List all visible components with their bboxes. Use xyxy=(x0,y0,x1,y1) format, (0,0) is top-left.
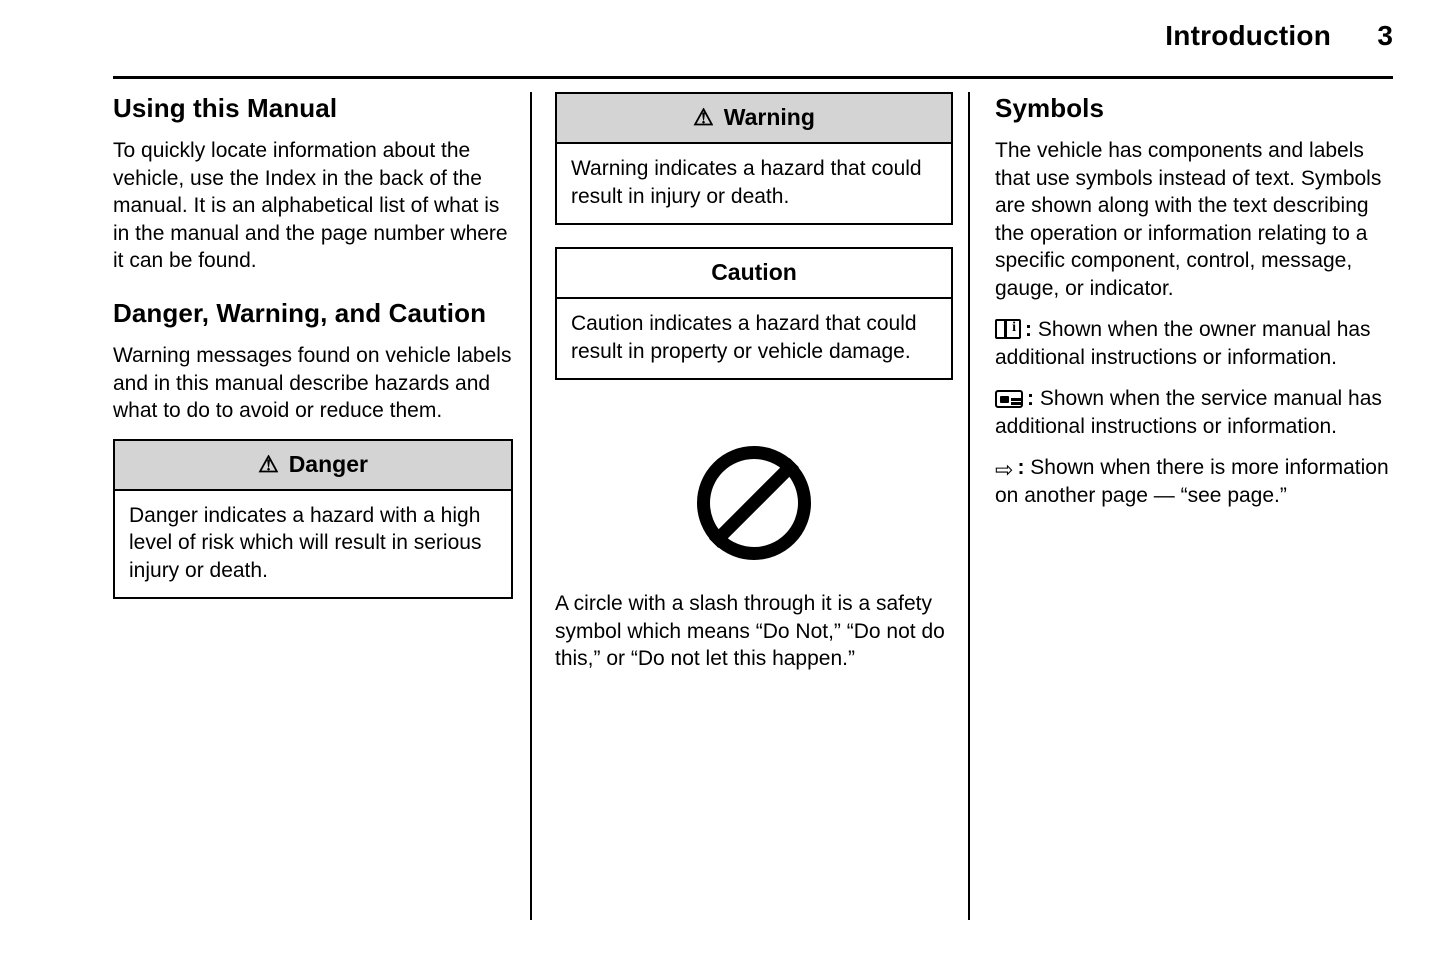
service-manual-icon xyxy=(995,390,1023,408)
caution-box-body: Caution indicates a hazard that could result in property or vehicle damage. xyxy=(571,312,917,363)
symbol-item-service-manual-text: Shown when the service manual has additional instructions or information. xyxy=(995,387,1382,438)
column-divider-2 xyxy=(968,92,970,920)
symbol-separator: : xyxy=(1027,387,1034,411)
prohibition-symbol-wrap xyxy=(555,446,953,560)
column-one xyxy=(113,92,513,621)
header-divider xyxy=(113,76,1393,79)
circle-with-slash-icon xyxy=(697,446,811,560)
heading-using-this-manual: Using this Manual xyxy=(113,93,338,123)
heading-danger-warning-caution: Danger, Warning, and Caution xyxy=(113,297,487,328)
symbol-item-see-page xyxy=(995,454,1393,509)
warning-triangle-icon: ⚠ xyxy=(258,450,279,477)
warning-box-header xyxy=(557,94,951,144)
page-header xyxy=(113,20,1393,72)
right-arrow-icon: ⇨ xyxy=(995,457,1014,483)
paragraph-warning-messages: Warning messages found on vehicle labels and in this manual describe hazards and what to do to avoid or reduce them. xyxy=(113,344,512,423)
column-three xyxy=(995,92,1393,523)
warning-box-body: Warning indicates a hazard that could result in injury or death. xyxy=(571,157,922,208)
caution-box xyxy=(555,247,953,380)
danger-box-title: Danger xyxy=(288,450,368,477)
danger-box-body: Danger indicates a hazard with a high level of risk which will result in serious injury or death. xyxy=(129,503,482,582)
page-title: Introduction xyxy=(1165,20,1331,51)
symbol-separator: : xyxy=(1025,318,1032,342)
danger-box-header xyxy=(115,441,511,491)
paragraph-using-this-manual: To quickly locate information about the vehicle, use the Index in the back of the manual. It is an alphabetical list of what is in the manual and the page number where it can be found. xyxy=(113,139,508,273)
symbol-separator: : xyxy=(1017,456,1025,480)
prohibition-symbol-caption: A circle with a slash through it is a safety symbol which means “Do Not,” “Do not do this,” or “Do not let this happen.” xyxy=(555,592,945,670)
caution-box-title: Caution xyxy=(711,259,797,285)
danger-box xyxy=(113,439,513,600)
warning-box xyxy=(555,92,953,225)
column-divider-1 xyxy=(530,92,532,920)
symbol-item-owner-manual-text: Shown when the owner manual has additional instructions or information. xyxy=(995,318,1371,369)
warning-box-title: Warning xyxy=(723,104,815,130)
owner-manual-book-icon xyxy=(995,319,1021,339)
column-two xyxy=(555,92,953,673)
symbol-item-service-manual xyxy=(995,385,1393,440)
symbol-item-see-page-text: Shown when there is more information on another page — “see page.” xyxy=(995,456,1389,507)
paragraph-symbols: The vehicle has components and labels that use symbols instead of text. Symbols are shown along with the text describing the operation or information relating to a specific component, control, message, gauge, or indicator. xyxy=(995,139,1382,300)
warning-triangle-icon: ⚠ xyxy=(693,104,714,130)
symbol-item-owner-manual xyxy=(995,316,1393,371)
page-number: 3 xyxy=(1377,20,1393,51)
caution-box-header xyxy=(557,249,951,299)
heading-symbols: Symbols xyxy=(995,93,1105,123)
